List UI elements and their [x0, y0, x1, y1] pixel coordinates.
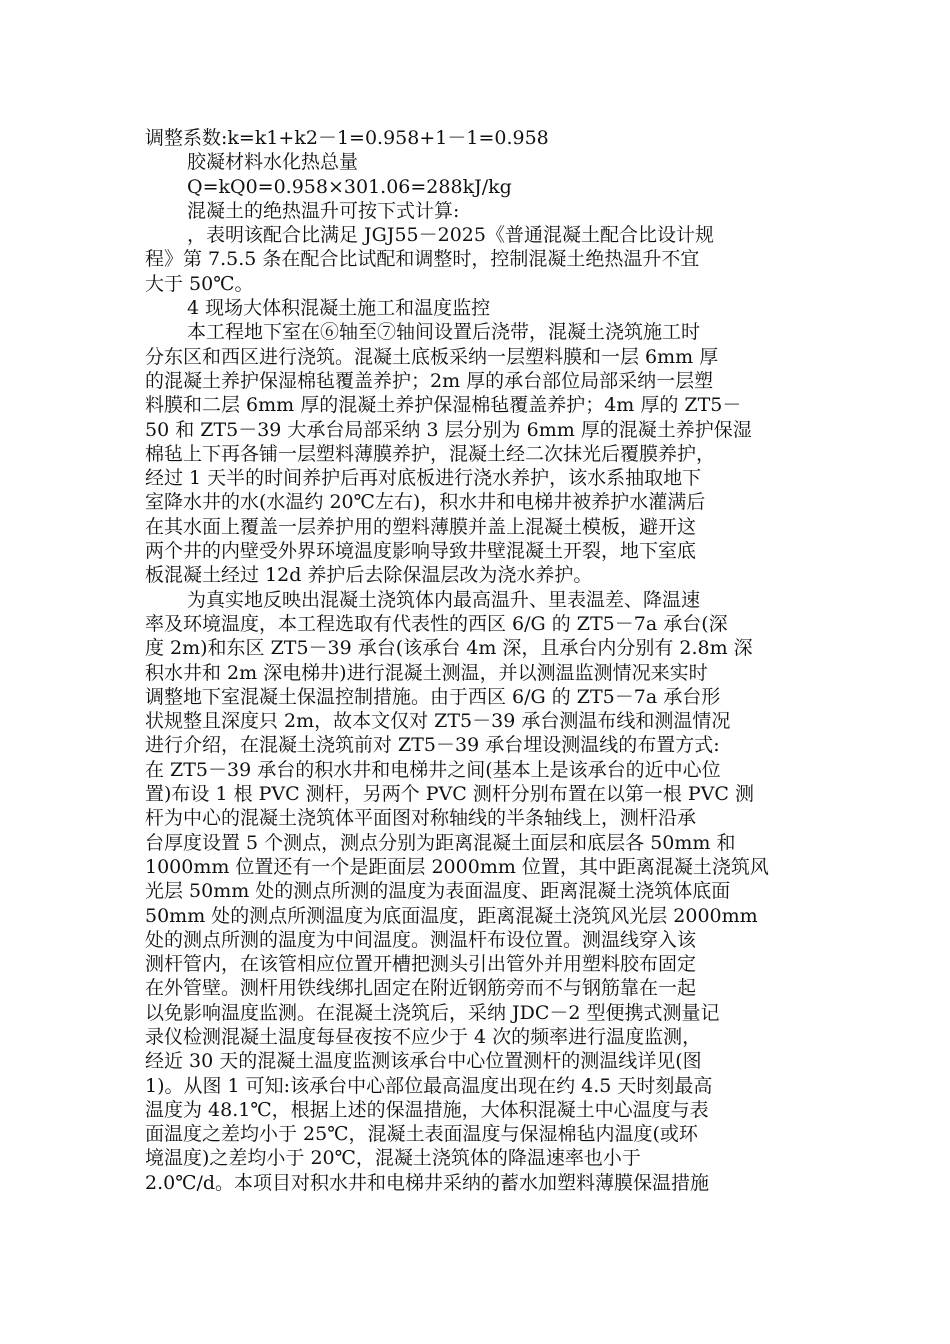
- text-line: 调整系数:k=k1+k2－1=0.958+1－1=0.958: [145, 127, 549, 149]
- text-line: 本工程地下室在⑥轴至⑦轴间设置后浇带，混凝土浇筑施工时: [187, 321, 701, 344]
- text-line: 进行介绍，在混凝土浇筑前对 ZT5－39 承台埋设测温线的布置方式:: [145, 734, 720, 757]
- text-line: 台厚度设置 5 个测点，测点分别为距离混凝土面层和底层各 50mm 和: [145, 831, 736, 854]
- text-line: 面温度之差均小于 25℃，混凝土表面温度与保湿棉毡内温度(或环: [145, 1123, 698, 1146]
- text-line: 1)。从图 1 可知:该承台中心部位最高温度出现在约 4.5 天时刻最高: [145, 1074, 713, 1097]
- text-line: 以免影响温度监测。在混凝土浇筑后，采纳 JDC－2 型便携式测量记: [145, 1001, 720, 1024]
- text-line: 状规整且深度只 2m，故本文仅对 ZT5－39 承台测温布线和测温情况: [145, 710, 731, 733]
- text-line: 在其水面上覆盖一层养护用的塑料薄膜并盖上混凝土模板，避开这: [145, 515, 697, 538]
- text-line: 光层 50mm 处的测点所测的温度为表面温度、距离混凝土浇筑体底面: [145, 880, 731, 903]
- text-line: 测杆管内，在该管相应位置开槽把测头引出管外并用塑料胶布固定: [145, 953, 697, 976]
- text-line: 室降水井的水(水温约 20℃左右)，积水井和电梯井被养护水灌满后: [145, 491, 706, 514]
- text-line: 录仪检测混凝土温度每昼夜按不应少于 4 次的频率进行温度监测，: [145, 1025, 702, 1048]
- text-line: 率及环境温度，本工程选取有代表性的西区 6/G 的 ZT5－7a 承台(深: [145, 612, 728, 635]
- text-line: 杆为中心的混凝土浇筑体平面图对称轴线的半条轴线上，测杆沿承: [145, 807, 697, 830]
- text-line: ，表明该配合比满足 JGJ55－2025《普通混凝土配合比设计规: [187, 224, 714, 247]
- text-line: 棉毡上下再各铺一层塑料薄膜养护，混凝土经二次抹光后覆膜养护，: [145, 442, 716, 465]
- text-line: 1000mm 位置还有一个是距面层 2000mm 位置，其中距离混凝土浇筑风: [145, 855, 769, 878]
- text-line: 板混凝土经过 12d 养护后去除保温层改为浇水养护。: [145, 564, 593, 587]
- text-line: 料膜和二层 6mm 厚的混凝土养护保湿棉毡覆盖养护；4m 厚的 ZT5－: [145, 394, 742, 417]
- text-line: 程》第 7.5.5 条在配合比试配和调整时，控制混凝土绝热温升不宜: [145, 248, 700, 271]
- text-line: 50mm 处的测点所测温度为底面温度，距离混凝土浇筑风光层 2000mm: [145, 904, 758, 927]
- text-line: 在 ZT5－39 承台的积水井和电梯井之间(基本上是该承台的近中心位: [145, 758, 721, 781]
- text-line: 积水井和 2m 深电梯井)进行混凝土测温，并以测温监测情况来实时: [145, 661, 708, 684]
- text-line: 境温度)之差均小于 20℃，混凝土浇筑体的降温速率也小于: [145, 1147, 641, 1170]
- text-line: 调整地下室混凝土保温控制措施。由于西区 6/G 的 ZT5－7a 承台形: [145, 685, 721, 708]
- text-line: 大于 50℃。: [145, 272, 254, 295]
- text-line: 的混凝土养护保湿棉毡覆盖养护；2m 厚的承台部位局部采纳一层塑: [145, 369, 714, 392]
- text-line: 在外管壁。测杆用铁线绑扎固定在附近钢筋旁而不与钢筋靠在一起: [145, 977, 697, 1000]
- text-line: 置)布设 1 根 PVC 测杆，另两个 PVC 测杆分别布置在以第一根 PVC 测: [145, 783, 754, 806]
- text-line: 50 和 ZT5－39 大承台局部采纳 3 层分别为 6mm 厚的混凝土养护保湿: [145, 418, 752, 441]
- text-line: 胶凝材料水化热总量: [187, 151, 359, 174]
- text-line: 4 现场大体积混凝土施工和温度监控: [187, 297, 491, 320]
- text-line: Q=kQ0=0.958×301.06=288kJ/kg: [187, 175, 512, 198]
- document-body: [145, 126, 810, 1195]
- text-line: 混凝土的绝热温升可按下式计算:: [187, 199, 460, 222]
- text-line: 经过 1 天半的时间养护后再对底板进行浇水养护，该水系抽取地下: [145, 467, 702, 490]
- text-line: 处的测点所测的温度为中间温度。测温杆布设位置。测温线穿入该: [145, 928, 697, 951]
- text-line: 经近 30 天的混凝土温度监测该承台中心位置测杆的测温线详见(图: [145, 1050, 702, 1073]
- text-line: 度 2m)和东区 ZT5－39 承台(该承台 4m 深，且承台内分别有 2.8m 深: [145, 637, 753, 660]
- text-line: 温度为 48.1℃，根据上述的保温措施，大体积混凝土中心温度与表: [145, 1098, 709, 1121]
- text-line: 2.0℃/d。本项目对积水井和电梯井采纳的蓄水加塑料薄膜保温措施: [145, 1171, 710, 1194]
- text-line: 两个井的内壁受外界环境温度影响导致井壁混凝土开裂，地下室底: [145, 540, 697, 563]
- text-line: 为真实地反映出混凝土浇筑体内最高温升、里表温差、降温速: [187, 588, 701, 611]
- text-line: 分东区和西区进行浇筑。混凝土底板采纳一层塑料膜和一层 6mm 厚: [145, 345, 719, 368]
